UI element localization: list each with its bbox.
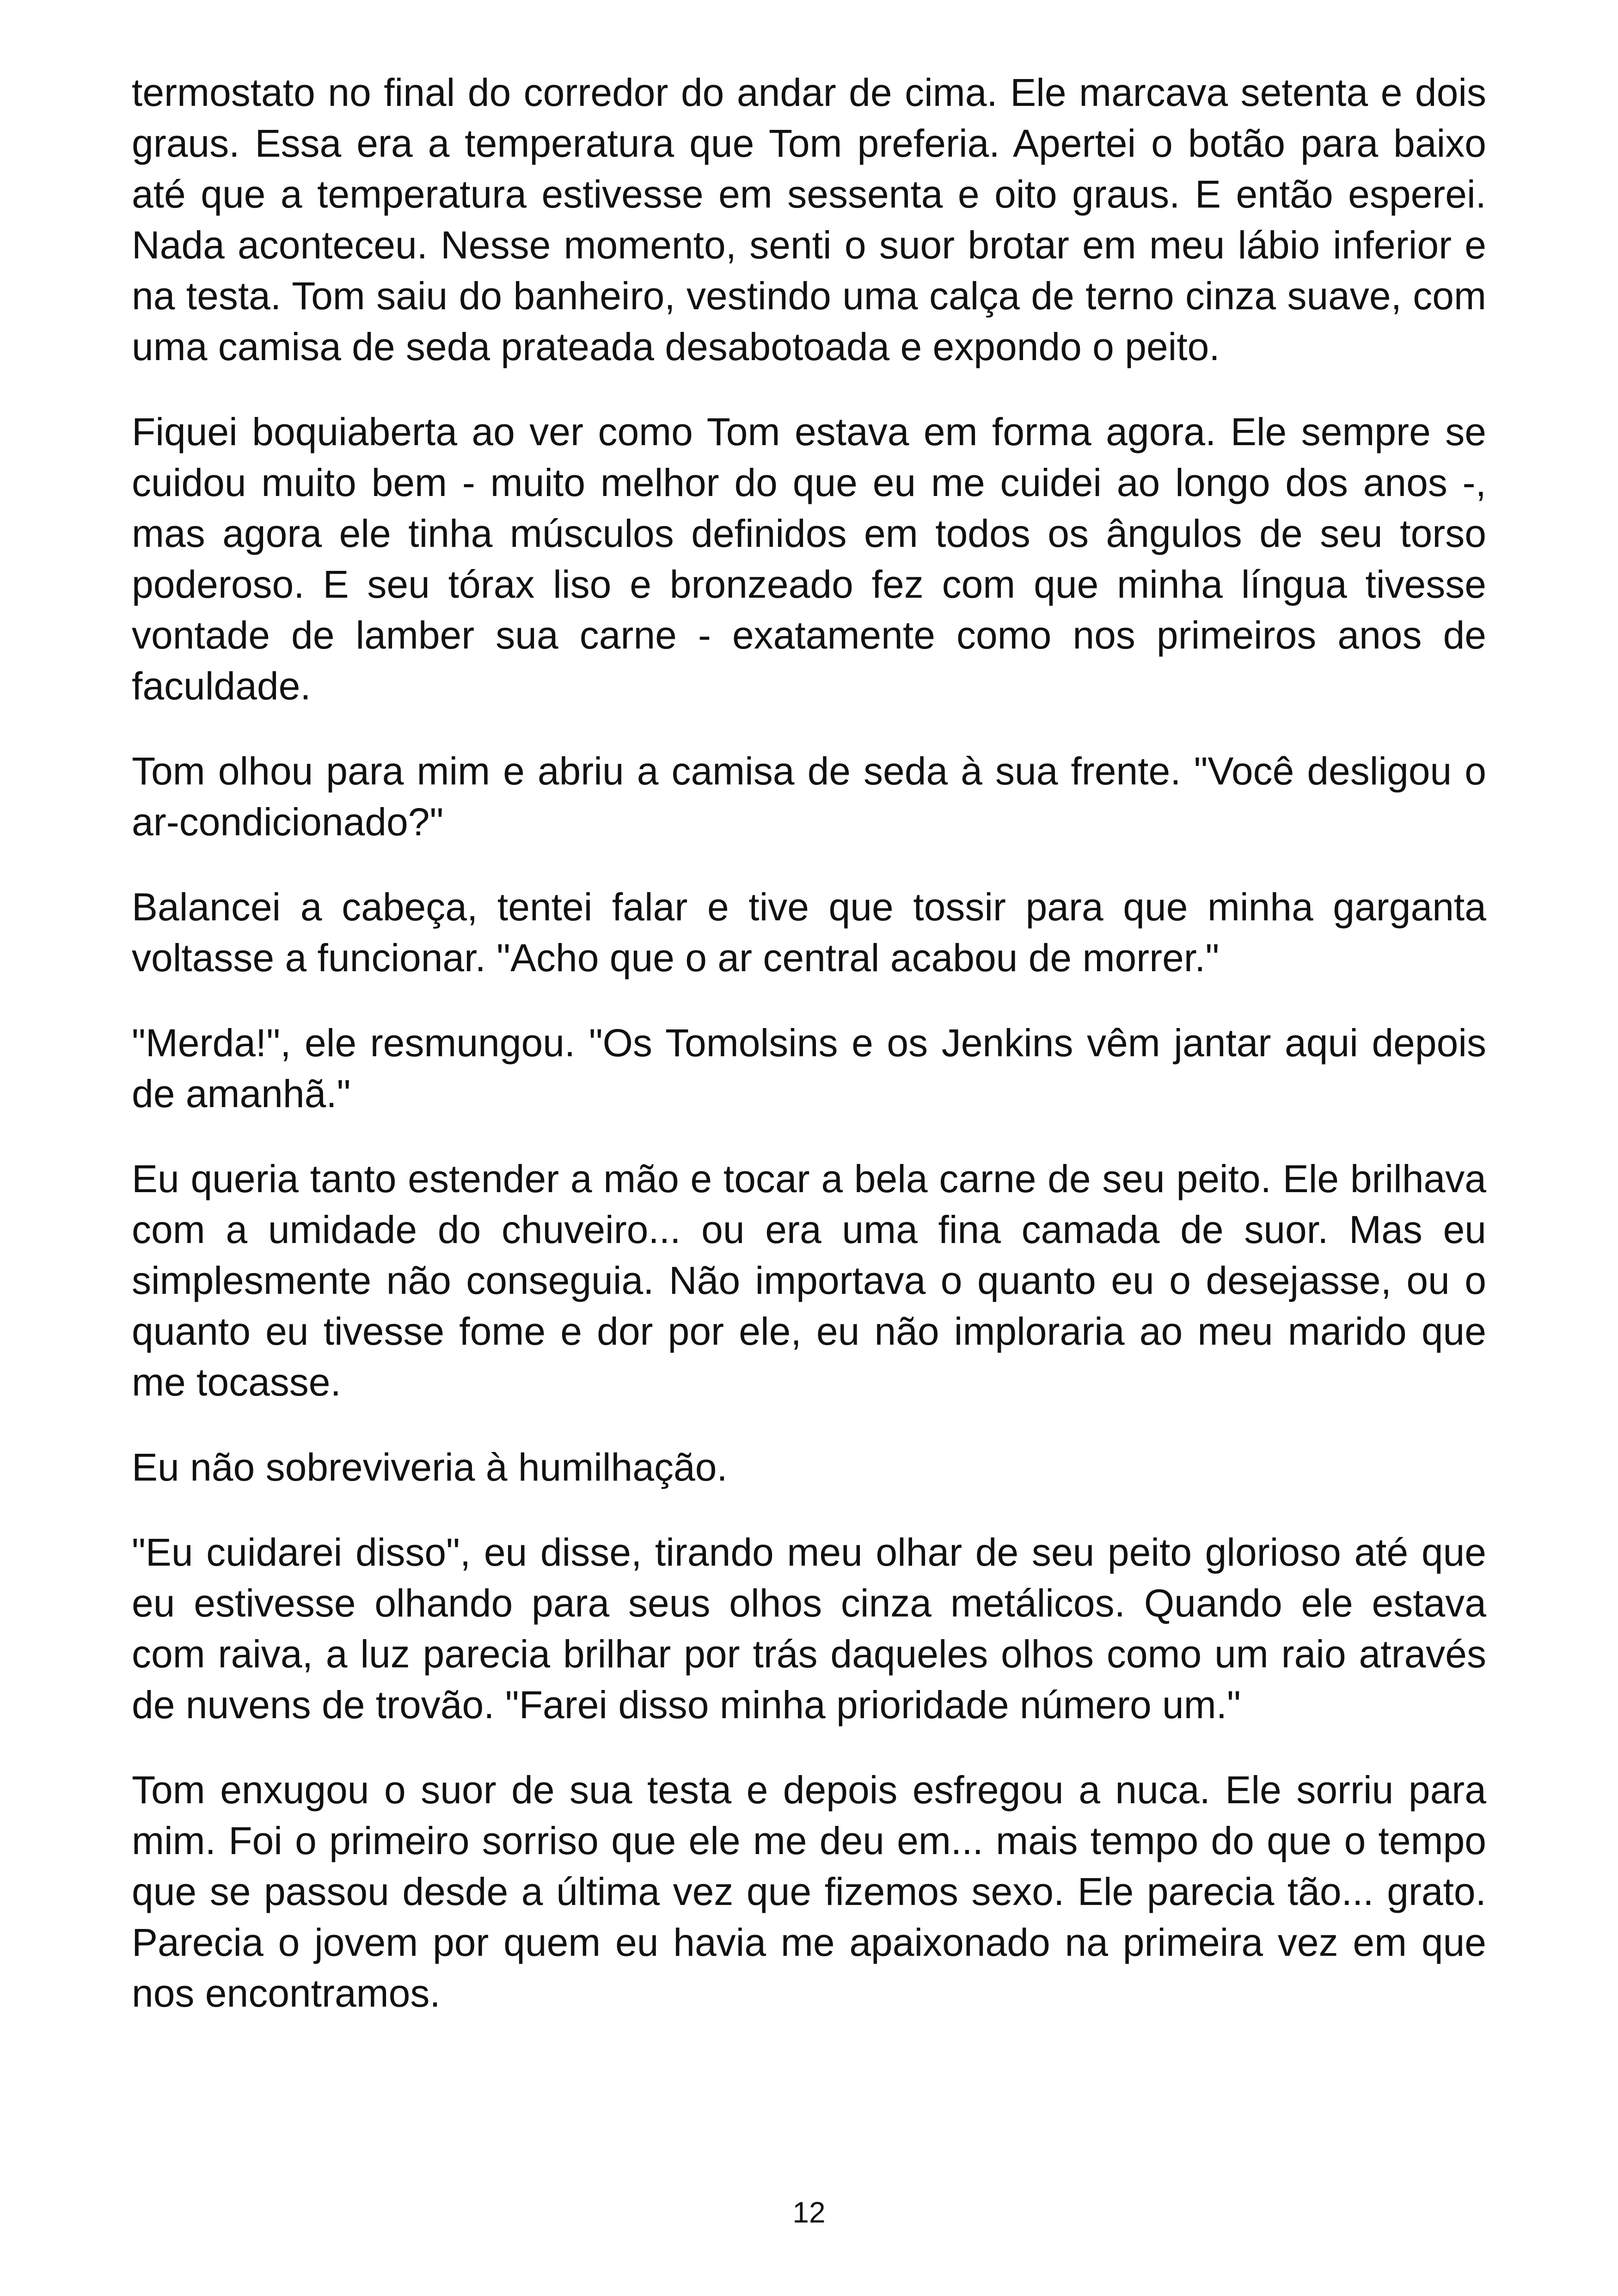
paragraph: Eu queria tanto estender a mão e tocar a bela carne de seu peito. Ele brilhava com a umidade do chuveiro... ou era uma fina camada de suor. Mas eu simplesmente não conseguia. Não importava o quanto eu o desejasse, ou o quanto eu tivesse fome e dor por ele, eu não imploraria ao meu marido que me tocasse. — [132, 1157, 1486, 1404]
page-number: 12 — [792, 2196, 826, 2229]
page-body — [132, 67, 1486, 2053]
paragraph: "Merda!", ele resmungou. "Os Tomolsins e os Jenkins vêm jantar aqui depois de amanhã." — [132, 1021, 1486, 1115]
paragraph: termostato no final do corredor do andar de cima. Ele marcava setenta e dois graus. Essa era a temperatura que Tom preferia. Apertei o botão para baixo até que a temperatura estivesse em sessenta e oito graus. E então esperei. Nada aconteceu. Nesse momento, senti o suor brotar em meu lábio inferior e na testa. Tom saiu do banheiro, vestindo uma calça de terno cinza suave, com uma camisa de seda prateada desabotoada e expondo o peito. — [132, 71, 1486, 368]
paragraph: Tom enxugou o suor de sua testa e depois esfregou a nuca. Ele sorriu para mim. Foi o primeiro sorriso que ele me deu em... mais tempo do que o tempo que se passou desde a última vez que fizemos sexo. Ele parecia tão... grato. Parecia o jovem por quem eu havia me apaixonado na primeira vez em que nos encontramos. — [132, 1768, 1486, 2015]
paragraph: Tom olhou para mim e abriu a camisa de seda à sua frente. "Você desligou o ar-condicionado?" — [132, 749, 1486, 844]
paragraph: Fiquei boquiaberta ao ver como Tom estava em forma agora. Ele sempre se cuidou muito bem - muito melhor do que eu me cuidei ao longo dos anos -, mas agora ele tinha músculos definidos em todos os ângulos de seu torso poderoso. E seu tórax liso e bronzeado fez com que minha língua tivesse vontade de lamber sua carne - exatamente como nos primeiros anos de faculdade. — [132, 410, 1486, 708]
paragraph: Eu não sobreviveria à humilhação. — [132, 1445, 728, 1489]
paragraph: Balancei a cabeça, tentei falar e tive que tossir para que minha garganta voltasse a funcionar. "Acho que o ar central acabou de morrer." — [132, 885, 1486, 980]
paragraph: "Eu cuidarei disso", eu disse, tirando meu olhar de seu peito glorioso até que eu estivesse olhando para seus olhos cinza metálicos. Quando ele estava com raiva, a luz parecia brilhar por trás daqueles olhos como um raio através de nuvens de trovão. "Farei disso minha prioridade número um." — [132, 1531, 1486, 1727]
